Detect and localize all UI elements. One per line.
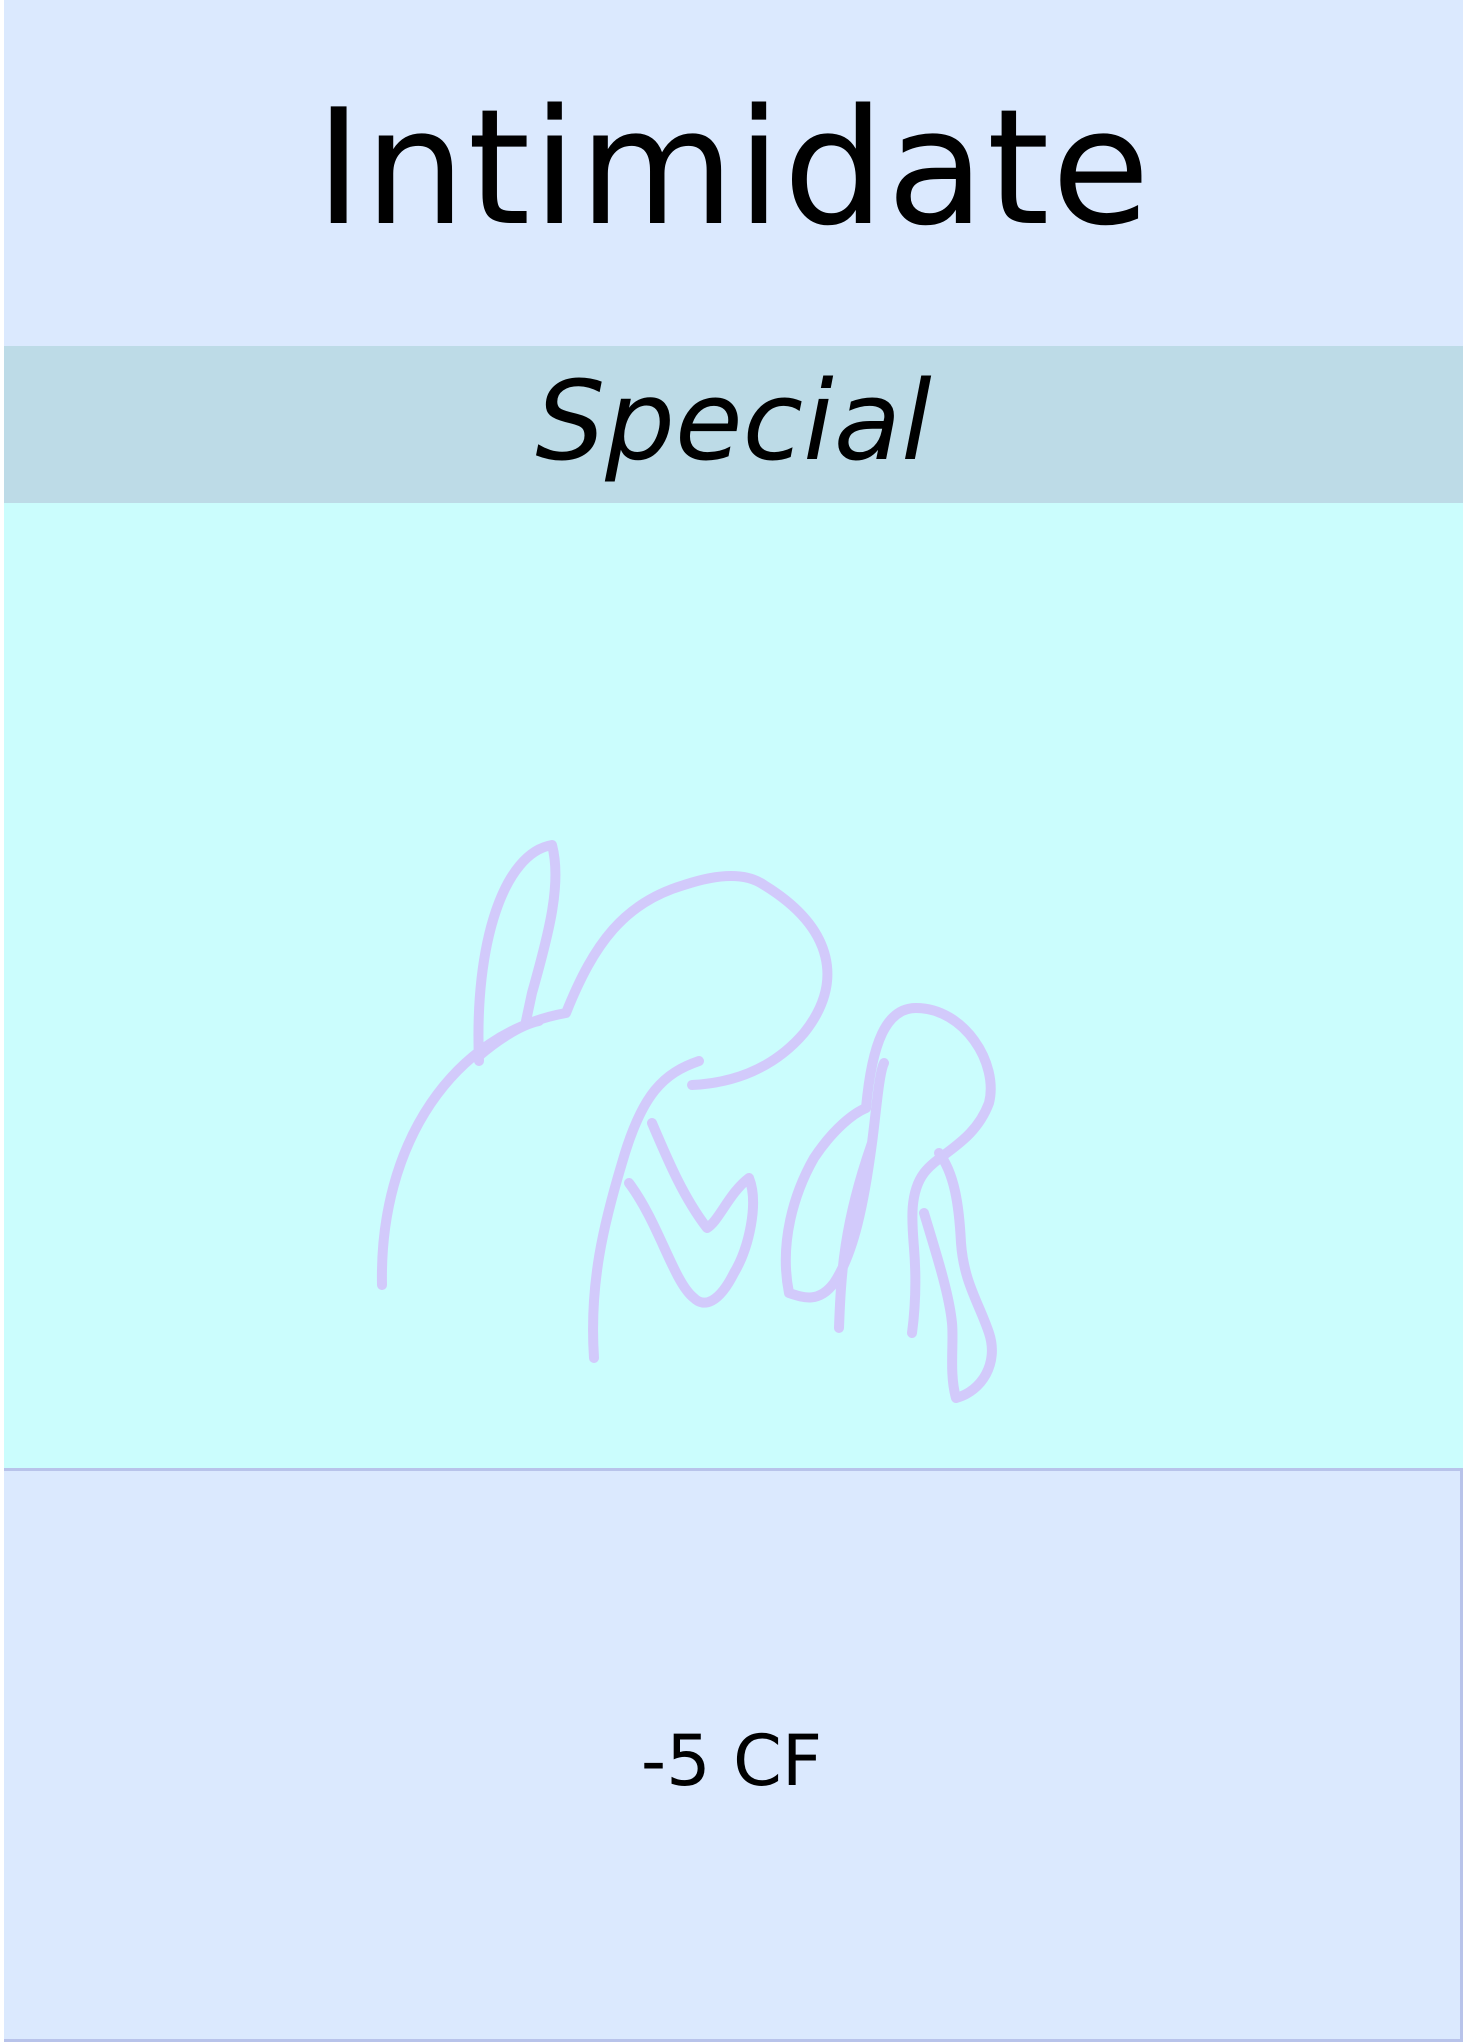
card-art (4, 503, 1463, 1468)
card-type-bar (4, 346, 1463, 503)
card-type: Special (535, 356, 932, 485)
card-effect: -5 CF (640, 1720, 823, 1802)
card-effect-box (4, 1468, 1463, 2042)
card-title: Intimidate (315, 74, 1152, 261)
card-title-bar (4, 0, 1463, 346)
abstract-figures-icon (4, 503, 1463, 1468)
card[interactable] (4, 0, 1463, 2042)
